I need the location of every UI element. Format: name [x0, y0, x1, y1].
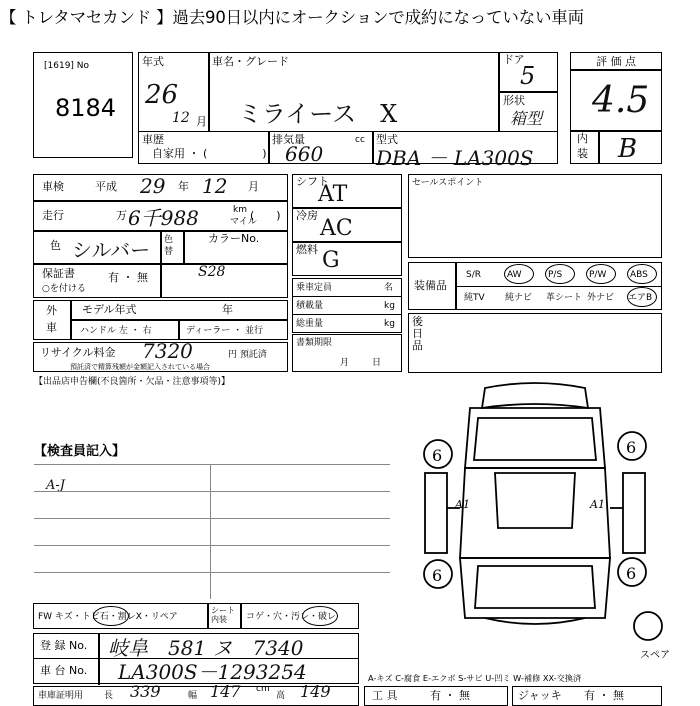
gross-label: 総重量: [296, 319, 324, 329]
cert-wid-value: 147: [210, 682, 241, 701]
equipment-item: エアB: [628, 293, 653, 303]
mark-a1-left: A1: [455, 498, 470, 511]
rear-label: 後 日 品: [412, 315, 423, 352]
cert-unit: cm: [256, 684, 270, 694]
equipment-item: 外ナビ: [587, 293, 615, 303]
damage-cond: コゲ・穴・汚レ・破レ: [246, 612, 337, 622]
ac-value: AC: [320, 216, 353, 241]
chassis-label: 車 台 No.: [40, 664, 88, 677]
doc-label: 書類期限: [296, 338, 333, 348]
legend: A-キズ C-腐食 E-エクボ S-サビ U-凹ミ W-補修 XX-交換済: [368, 673, 582, 683]
mileage-unit-mile: マイル: [230, 217, 257, 227]
mileage-unit-km: km: [233, 205, 247, 215]
capacity-label: 乗車定員: [296, 283, 333, 293]
rear-box: [408, 313, 662, 373]
wheel-rr: 6: [626, 564, 637, 583]
color-label: 色: [50, 239, 61, 252]
displacement-unit: cc: [355, 135, 365, 145]
circle-ps: [545, 264, 575, 284]
registration-label: 登 録 No.: [40, 639, 88, 652]
fuel-label: 燃料: [296, 243, 318, 256]
equipment-item: P/S: [548, 270, 563, 280]
year-month-unit: 月: [196, 115, 207, 128]
circle-tobiishi: [93, 606, 129, 626]
jack-options: 有 ・ 無: [584, 689, 624, 702]
model-year-unit: 年: [222, 303, 233, 316]
exhibitor-note: 【出品店申告欄(不良箇所・欠品・注意事項等)】: [34, 377, 231, 387]
inspector-label: 【検査員記入】: [34, 444, 126, 459]
shape-value: 箱型: [510, 109, 543, 128]
inspection-era: 平成: [95, 180, 117, 193]
doors-value: 5: [520, 62, 536, 90]
cert-len-label: 長: [104, 691, 114, 701]
mileage-paren: ( ): [250, 209, 281, 222]
mark-a1-right: A1: [590, 498, 605, 511]
inspection-year-unit: 年: [178, 180, 189, 193]
tools-options: 有 ・ 無: [430, 689, 470, 702]
gross-unit: kg: [384, 319, 395, 329]
displacement-value: 660: [285, 142, 324, 166]
displacement-label: 排気量: [272, 133, 305, 146]
circle-yogore: [302, 606, 338, 626]
outer-label-1: 外: [46, 304, 57, 317]
score-value: 4.5: [592, 80, 650, 121]
recycle-label: リサイクル料金: [40, 346, 116, 359]
shift-value: AT: [318, 182, 348, 207]
wheel-rl: 6: [432, 566, 443, 585]
score-label: 評 価 点: [596, 55, 636, 68]
inspection-year: 29: [140, 174, 166, 198]
load-label: 積載量: [296, 301, 324, 311]
inspection-month-unit: 月: [248, 180, 259, 193]
handle-options: ハンドル 左 ・ 右: [80, 326, 152, 336]
damage-sheet: シート内装: [211, 606, 235, 624]
equipment-item: 純TV: [464, 293, 485, 303]
interior-value: B: [618, 134, 638, 164]
outer-label-2: 車: [46, 321, 57, 334]
inspection-month: 12: [202, 174, 228, 198]
equipment-item: 純ナビ: [505, 293, 533, 303]
model-label: 型式: [376, 133, 398, 146]
interior-label-1: 内: [577, 132, 588, 145]
color-change-label: 色替: [164, 235, 174, 257]
equipment-item: S/R: [466, 270, 481, 280]
doors-label: ドア: [503, 53, 525, 66]
load-unit: kg: [384, 301, 395, 311]
chassis-value: LA300S－1293254: [118, 660, 307, 684]
circle-airbag: [627, 287, 657, 307]
tools-label: 工 具: [372, 689, 398, 702]
equipment-item: 革シート: [546, 293, 583, 303]
registration-value: 岐阜 581 ヌ 7340: [108, 636, 304, 660]
colorno-label: カラーNo.: [208, 232, 260, 245]
circle-aw: [504, 264, 534, 284]
cert-wid-label: 幅: [188, 691, 198, 701]
damage-label: FW キズ・トビ石・割レX・リペア: [38, 612, 178, 622]
shape-label: 形状: [503, 94, 525, 107]
warranty-options: 有 ・ 無: [108, 271, 148, 284]
mileage-man: 万: [116, 209, 127, 222]
ac-label: 冷房: [296, 209, 318, 222]
car-diagram: [400, 378, 670, 653]
warranty-sub: ○を付ける: [42, 284, 86, 294]
equipment-item: AW: [507, 270, 522, 280]
inspector-note: A-J: [46, 478, 65, 493]
recycle-value: 7320: [142, 339, 193, 363]
spare-label: スペア: [640, 650, 670, 661]
capacity-unit: 名: [384, 283, 394, 293]
model-value: DBA － LA300S: [376, 146, 534, 170]
year-value: 26: [145, 80, 179, 110]
cert-hgt-value: 149: [300, 682, 331, 701]
banner-title: 【 トレタマセカンド 】過去90日以内にオークションで成約になっていない車両: [0, 0, 700, 36]
name-label: 車名・グレード: [212, 55, 289, 68]
mileage-label: 走行: [42, 209, 64, 222]
year-month: 12: [172, 110, 190, 126]
history-value: 自家用 ・ ( ): [152, 147, 267, 160]
cert-label: 車庫証明用: [38, 691, 84, 701]
sales-label: セールスポイント: [412, 178, 484, 188]
car-name: ミライース X: [238, 100, 398, 128]
equipment-label: 装備品: [414, 279, 447, 292]
history-label: 車歴: [142, 133, 164, 146]
doc-month: 月: [340, 358, 350, 368]
colorno-value: S28: [198, 264, 226, 280]
equipment-item: ABS: [630, 270, 648, 280]
inspection-label: 車検: [42, 180, 64, 193]
shift-label: シフト: [296, 175, 329, 188]
dealer-options: ディーラー ・ 並行: [186, 326, 264, 336]
cert-hgt-label: 高: [276, 691, 286, 701]
circle-pw: [586, 264, 616, 284]
wheel-fr: 6: [626, 438, 637, 457]
fuel-value: G: [322, 248, 340, 273]
model-year-label: モデル年式: [82, 303, 137, 316]
equipment-item: P/W: [589, 270, 607, 280]
wheel-fl: 6: [432, 446, 443, 465]
jack-label: ジャッキ: [518, 689, 562, 702]
color-value: シルバー: [72, 238, 151, 262]
recycle-unit: 円 預託済: [228, 350, 267, 360]
circle-abs: [627, 264, 657, 284]
lot-number: 8184: [55, 94, 117, 122]
warranty-label: 保証書: [42, 267, 75, 280]
mileage-value: 6千988: [128, 206, 199, 230]
year-label: 年式: [142, 55, 164, 68]
interior-label-2: 装: [577, 147, 588, 160]
recycle-note: 預託済で精算残額が金額記入されている場合: [70, 363, 210, 371]
lot-code: [1619] No: [44, 61, 90, 71]
doc-day: 日: [372, 358, 382, 368]
cert-len-value: 339: [130, 682, 161, 701]
